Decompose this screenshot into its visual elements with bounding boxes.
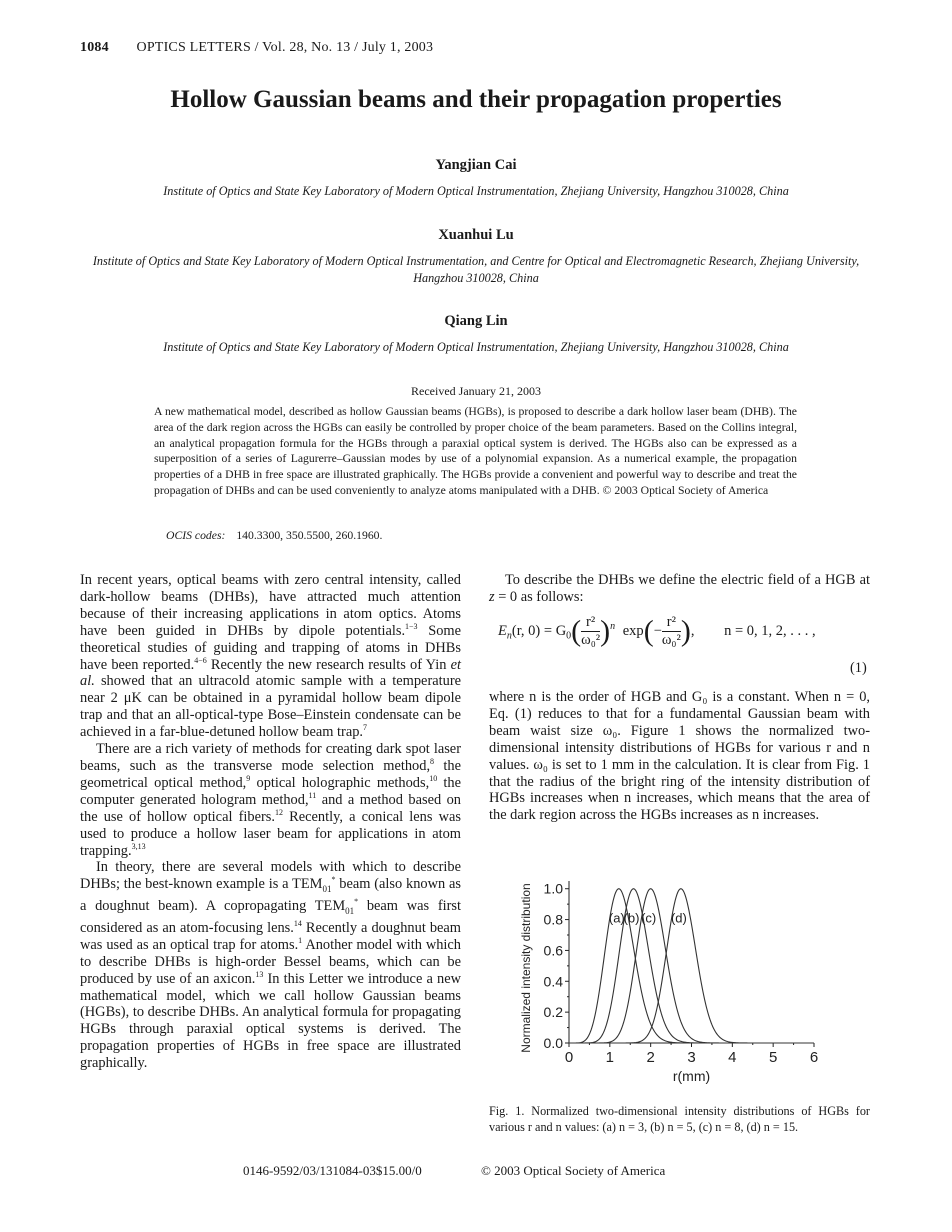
- equation-number: (1): [850, 660, 867, 676]
- series-line-c: [569, 889, 814, 1043]
- author-affiliation: Institute of Optics and State Key Laboratory of Modern Optical Instrumentation, Zhejiang University, Hangzhou 310028, China: [163, 184, 789, 198]
- y-tick-label: 0.0: [543, 1035, 563, 1051]
- running-header: [80, 40, 433, 56]
- figure-caption: Fig. 1. Normalized two-dimensional intensity distributions of HGBs for various r and n values: (a) n = 3, (b) n = 5, (c) n = 8, (d) n = 15.: [489, 1104, 870, 1134]
- left-column: [80, 572, 461, 1072]
- y-axis-label: Normalized intensity distribution: [519, 883, 533, 1053]
- paper-title: Hollow Gaussian beams and their propagation properties: [170, 86, 782, 113]
- author-affiliation: Institute of Optics and State Key Laboratory of Modern Optical Instrumentation, and Centre for Optical and Electromagnetic Research, Zhejiang University, Hangzhou 310028, China: [92, 254, 860, 285]
- page-number: 1084: [80, 40, 109, 55]
- y-tick-label: 0.2: [543, 1004, 563, 1021]
- figure-1-chart: [510, 876, 840, 1098]
- series-line-b: [569, 889, 814, 1043]
- equation-1: $E_n(r$, $0) = G_0$( $\frac{\text{r²}}{\text{ω₀²}}$ )$^n$ exp(− $\frac{\text{r²}}{\text{ω₀²}}$ ), n = 0, 1, 2, . . . ,: [498, 614, 816, 648]
- x-tick-label: 5: [768, 1049, 778, 1066]
- paragraph: There are a rich variety of methods for creating dark spot laser beams, such as the transverse mode selection method,$^8$ the geometrical optical method,$^9$ optical holographic methods,$^{10}$ the computer generated hologram method,$^{11}$ and a method based on the use of hollow optical fibers.$^{12}$ Recently, a conical lens was used to produce a hollow laser beam for applications in atom trapping.$^{3,13}$: [80, 741, 461, 859]
- x-tick-label: 1: [605, 1049, 615, 1066]
- author-name: Qiang Lin: [444, 313, 508, 329]
- y-tick-label: 0.6: [543, 942, 563, 959]
- author-affiliation: Institute of Optics and State Key Laboratory of Modern Optical Instrumentation, Zhejiang University, Hangzhou 310028, China: [163, 340, 789, 354]
- x-tick-label: 2: [646, 1049, 655, 1066]
- y-tick-label: 1.0: [543, 880, 563, 897]
- footer-code: 0146-9592/03/131084-03$15.00/0: [243, 1163, 422, 1178]
- ocis-label: OCIS codes:: [166, 529, 226, 542]
- right-column-body: [489, 689, 870, 824]
- right-column-intro: [489, 572, 870, 606]
- x-tick-label: 3: [687, 1049, 696, 1066]
- paragraph: In theory, there are several models with which to describe DHBs; the best-known example is a $TEM_{01}^*$ beam (also known as a doughnut beam). A copropagating $TEM_{01}^*$ beam was first considered as an atom-focusing lens.$^{14}$ Recently a doughnut beam was used as an optical trap for atoms.$^1$ Another model with which to describe DHBs is high-order Bessel beams, which can be produced by use of an axicon.$^{13}$ In this Letter we introduce a new mathematical model, which we call hollow Gaussian beams (HGBs), to describe DHBs. An analytical formula for propagating HGBs through paraxial optical systems is derived. The propagation properties of HGBs in free space are illustrated graphically.: [80, 859, 461, 1072]
- y-tick-label: 0.4: [543, 973, 563, 990]
- series-label: (b): [623, 910, 640, 926]
- journal-citation: OPTICS LETTERS / Vol. 28, No. 13 / July 1, 2003: [136, 40, 434, 55]
- received-date: Received January 21, 2003: [411, 384, 541, 398]
- series-line-a: [569, 889, 814, 1043]
- author-name: Xuanhui Lu: [438, 227, 514, 243]
- series-line-d: [569, 889, 814, 1043]
- series-label: (a): [608, 910, 625, 926]
- x-tick-label: 6: [809, 1049, 819, 1066]
- series-label: (d): [670, 910, 687, 926]
- x-tick-label: 4: [728, 1049, 737, 1066]
- author-name: Yangjian Cai: [435, 157, 517, 173]
- ocis-values: 140.3300, 350.5500, 260.1960.: [236, 529, 383, 542]
- abstract: A new mathematical model, described as hollow Gaussian beams (HGBs), is proposed to describe a dark hollow laser beam (DHB). The area of the dark region across the HGBs can easily be controlled by proper choice of the beam parameters. Based on the Collins integral, an analytical propagation formula for the HGBs through a paraxial optical system is derived. The HGBs also can be expressed as a superposition of a series of Lagurerre–Gaussian modes by use of a polynomial expansion. As a numerical example, the propagation properties of a DHB in free space are illustrated graphically. The HGBs provide a convenient and powerful way to describe and treat the propagation of DHBs and can be used conveniently to analyze atoms manipulated with a DHB. © 2003 Optical Society of America: [154, 405, 797, 497]
- paragraph: where n is the order of HGB and G₀ is a constant. When n = 0, Eq. (1) reduces to that for a fundamental Gaussian beam with beam waist size ω₀. Figure 1 shows the normalized two-dimensional intensity distributions of HGBs for various r and n values. ω₀ is set to 1 mm in the calculation. It is clear from Fig. 1 that the radius of the bright ring of the intensity distribution of HGBs increases when n increases, which means that the area of the dark region across the HGBs increases as n increases.: [489, 689, 870, 824]
- x-axis-label: r(mm): [672, 1068, 711, 1084]
- ocis-codes: [166, 529, 382, 542]
- paragraph: To describe the DHBs we define the electric field of a HGB at z = 0 as follows:: [489, 572, 870, 605]
- paragraph: In recent years, optical beams with zero central intensity, called dark-hollow beams (DHBs), have attracted much attention because of their increasing applications in atom optics. Atoms have been guided in DHBs by dipole potentials.$^{1-3}$ Some theoretical studies of guiding and trapping of atoms in DHBs have been reported.$^{4-6}$ Recently the new research results of Yin et al. showed that an ultracold atomic sample with a temperature near 2 μK can be obtained in a pyramidal hollow beam dipole trap and that an all-optical-type Bose–Einstein condensate can be achieved in a far-blue-detuned hollow beam trap.$^7$: [80, 572, 461, 741]
- y-tick-label: 0.8: [543, 911, 563, 928]
- x-tick-label: 0: [564, 1049, 574, 1066]
- footer-copyright: © 2003 Optical Society of America: [481, 1163, 666, 1178]
- series-label: (c): [641, 910, 657, 926]
